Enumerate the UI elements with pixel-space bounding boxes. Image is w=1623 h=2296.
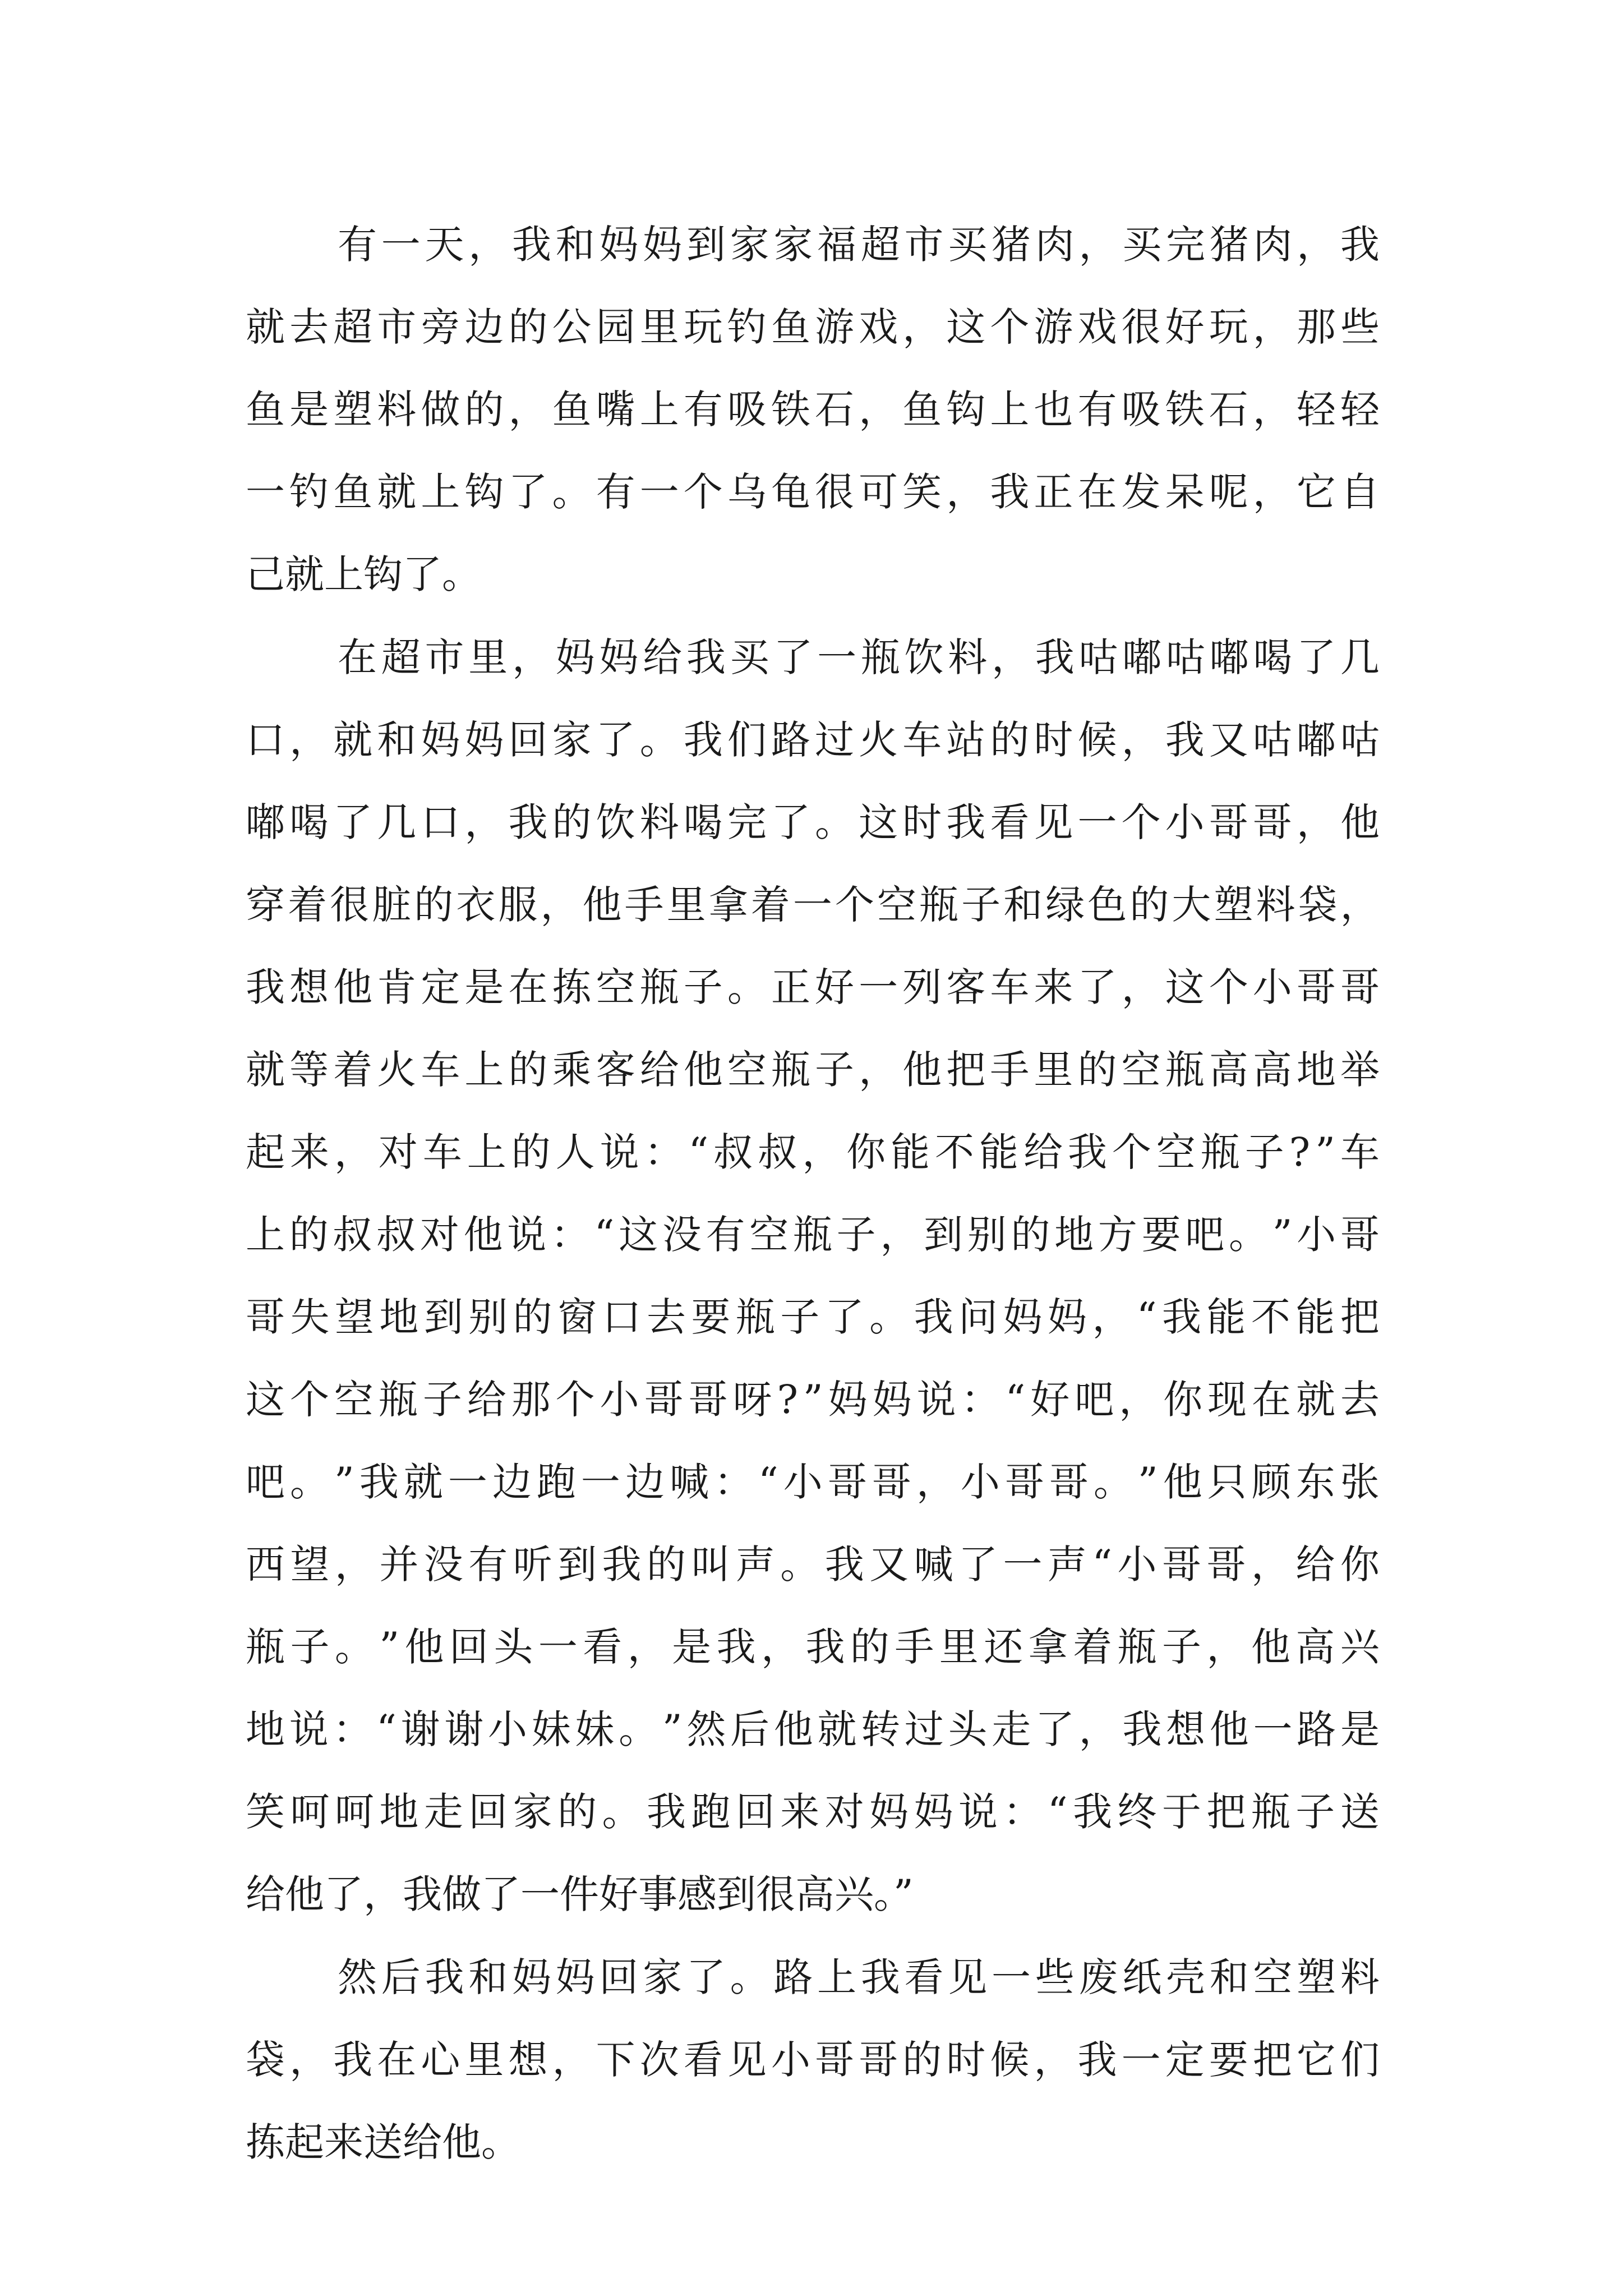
- paragraph-2-line-3: 嘟 喝 了 几 口 ， 我 的 饮 料 喝 完 了 。 这 时 我 看 见 一 个 小 哥 哥 ， 他: [246, 799, 1380, 845]
- paragraph-2-line-14: 地 说 ： “ 谢 谢 小 妹 妹 。 ” 然 后 他 就 转 过 头 走 了 ， 我 想 他 一 路 是: [246, 1706, 1380, 1752]
- paragraph-2-line-5: 我 想 他 肯 定 是 在 拣 空 瓶 子 。 正 好 一 列 客 车 来 了 ， 这 个 小 哥 哥: [246, 964, 1380, 1010]
- paragraph-2-line-13: 瓶 子 。 ” 他 回 头 一 看 ， 是 我 ， 我 的 手 里 还 拿 着 瓶 子 ， 他 高 兴: [246, 1624, 1380, 1670]
- paragraph-2-line-10: 这 个 空 瓶 子 给 那 个 小 哥 哥 呀 ? ” 妈 妈 说 ： “ 好 吧 ， 你 现 在 就 去: [246, 1377, 1380, 1423]
- paragraph-3-line-1: 然 后 我 和 妈 妈 回 家 了 。 路 上 我 看 见 一 些 废 纸 壳 和 空 塑 料: [338, 1954, 1380, 2000]
- paragraph-2-line-1: 在 超 市 里 ， 妈 妈 给 我 买 了 一 瓶 饮 料 ， 我 咕 嘟 咕 嘟 喝 了 几: [338, 634, 1380, 680]
- paragraph-2-line-6: 就 等 着 火 车 上 的 乘 客 给 他 空 瓶 子 ， 他 把 手 里 的 空 瓶 高 高 地 举: [246, 1047, 1380, 1093]
- paragraph-1-line-2: 就 去 超 市 旁 边 的 公 园 里 玩 钓 鱼 游 戏 ， 这 个 游 戏 很 好 玩 ， 那 些: [246, 304, 1380, 350]
- paragraph-2-line-16: 给他了，我做了一件好事感到很高兴。”: [246, 1871, 914, 1917]
- paragraph-2-line-12: 西 望 ， 并 没 有 听 到 我 的 叫 声 。 我 又 喊 了 一 声 “ 小 哥 哥 ， 给 你: [246, 1542, 1380, 1588]
- paragraph-1-line-5: 己就上钩了。: [246, 551, 481, 597]
- paragraph-2-line-7: 起 来 ， 对 车 上 的 人 说 ： “ 叔 叔 ， 你 能 不 能 给 我 个 空 瓶 子 ? ” 车: [246, 1129, 1380, 1175]
- paragraph-1-line-3: 鱼 是 塑 料 做 的 ， 鱼 嘴 上 有 吸 铁 石 ， 鱼 钩 上 也 有 吸 铁 石 ， 轻 轻: [246, 386, 1380, 432]
- paragraph-1-line-1: 有 一 天 ， 我 和 妈 妈 到 家 家 福 超 市 买 猪 肉 ， 买 完 猪 肉 ， 我: [338, 222, 1380, 268]
- paragraph-2-line-9: 哥 失 望 地 到 别 的 窗 口 去 要 瓶 子 了 。 我 问 妈 妈 ， “ 我 能 不 能 把: [246, 1294, 1380, 1340]
- paragraph-3-line-2: 袋 ， 我 在 心 里 想 ， 下 次 看 见 小 哥 哥 的 时 候 ， 我 一 定 要 把 它 们: [246, 2037, 1380, 2083]
- paragraph-2-line-8: 上 的 叔 叔 对 他 说 ： “ 这 没 有 空 瓶 子 ， 到 别 的 地 方 要 吧 。 ” 小 哥: [246, 1212, 1380, 1258]
- paragraph-3-line-3: 拣起来送给他。: [246, 2119, 520, 2165]
- paragraph-2-line-2: 口 ， 就 和 妈 妈 回 家 了 。 我 们 路 过 火 车 站 的 时 候 ， 我 又 咕 嘟 咕: [246, 717, 1380, 763]
- paragraph-2-line-11: 吧 。 ” 我 就 一 边 跑 一 边 喊 ： “ 小 哥 哥 ， 小 哥 哥 。 ” 他 只 顾 东 张: [246, 1459, 1380, 1505]
- paragraph-1-line-4: 一 钓 鱼 就 上 钩 了 。 有 一 个 乌 龟 很 可 笑 ， 我 正 在 发 呆 呢 ， 它 自: [246, 469, 1380, 515]
- paragraph-2-line-15: 笑 呵 呵 地 走 回 家 的 。 我 跑 回 来 对 妈 妈 说 ： “ 我 终 于 把 瓶 子 送: [246, 1789, 1380, 1835]
- paragraph-2-line-4: 穿 着 很 脏 的 衣 服 ， 他 手 里 拿 着 一 个 空 瓶 子 和 绿 色 的 大 塑 料 袋 ，: [246, 882, 1380, 928]
